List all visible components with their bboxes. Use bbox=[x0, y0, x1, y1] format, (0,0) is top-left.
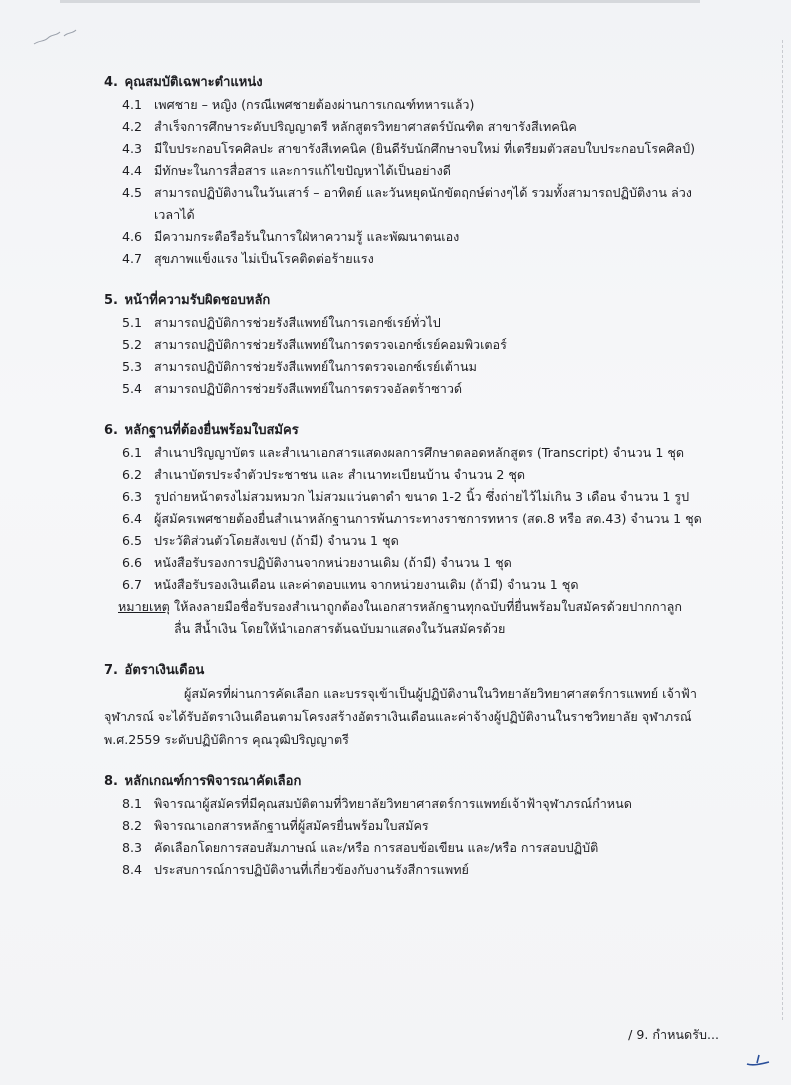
item-number: 4.5 bbox=[122, 185, 143, 200]
item-number: 6.7 bbox=[122, 577, 143, 592]
section-number: 6. bbox=[104, 423, 118, 438]
section-heading bbox=[104, 72, 744, 94]
item-text: หนังสือรับรองเงินเดือน และค่าตอบแทน จากหน่วยงานเดิม (ถ้ามี) จำนวน 1 ชุด bbox=[154, 577, 579, 592]
section-title: หลักเกณฑ์การพิจารณาคัดเลือก bbox=[124, 774, 302, 789]
section-responsibilities bbox=[104, 290, 744, 400]
item-number: 8.1 bbox=[122, 796, 143, 811]
section-selection-criteria bbox=[104, 771, 744, 881]
item-number: 8.2 bbox=[122, 818, 143, 833]
item-text: สามารถปฏิบัติการช่วยรังสีแพทย์ในการเอกซ์เรย์ทั่วไป bbox=[154, 315, 441, 330]
item-number: 5.2 bbox=[122, 337, 143, 352]
scan-top-strip bbox=[60, 0, 700, 3]
list-item bbox=[122, 552, 744, 574]
handwritten-scribble-icon bbox=[30, 22, 90, 52]
item-text: สำเร็จการศึกษาระดับปริญญาตรี หลักสูตรวิทยาศาสตร์บัณฑิต สาขารังสีเทคนิค bbox=[154, 119, 577, 134]
section-number: 7. bbox=[104, 663, 118, 678]
item-text: มีความกระตือรือร้นในการใฝ่หาความรู้ และพัฒนาตนเอง bbox=[154, 229, 460, 244]
item-text: รูปถ่ายหน้าตรงไม่สวมหมวก ไม่สวมแว่นตาดำ ขนาด 1-2 นิ้ว ซึ่งถ่ายไว้ไม่เกิน 3 เดือน จำนวน 1 รูป bbox=[154, 489, 690, 504]
section-heading bbox=[104, 660, 744, 682]
item-text: คัดเลือกโดยการสอบสัมภาษณ์ และ/หรือ การสอบข้อเขียน และ/หรือ การสอบปฏิบัติ bbox=[154, 840, 599, 855]
section-title: อัตราเงินเดือน bbox=[124, 663, 205, 678]
item-number: 4.6 bbox=[122, 229, 143, 244]
item-text: มีทักษะในการสื่อสาร และการแก้ไขปัญหาได้เป็นอย่างดี bbox=[154, 163, 451, 178]
list-item bbox=[122, 226, 744, 248]
item-text: ประวัติส่วนตัวโดยสังเขป (ถ้ามี) จำนวน 1 ชุด bbox=[154, 533, 399, 548]
section-heading bbox=[104, 290, 744, 312]
item-text: สุขภาพแข็งแรง ไม่เป็นโรคติดต่อร้ายแรง bbox=[154, 251, 374, 266]
item-number: 8.4 bbox=[122, 862, 143, 877]
item-number: 6.2 bbox=[122, 467, 143, 482]
list-item bbox=[122, 464, 744, 486]
item-text: ประสบการณ์การปฏิบัติงานที่เกี่ยวข้องกับงานรังสีการแพทย์ bbox=[154, 862, 469, 877]
section-title: หน้าที่ความรับผิดชอบหลัก bbox=[124, 293, 271, 308]
section-number: 4. bbox=[104, 75, 118, 90]
scan-mark-icon bbox=[745, 1053, 771, 1067]
list-item bbox=[122, 815, 744, 837]
item-number: 8.3 bbox=[122, 840, 143, 855]
item-text: พิจารณาผู้สมัครที่มีคุณสมบัติตามที่วิทยาลัยวิทยาศาสตร์การแพทย์เจ้าฟ้าจุฬาภรณ์กำหนด bbox=[154, 796, 632, 811]
item-number: 6.6 bbox=[122, 555, 143, 570]
list-item bbox=[122, 859, 744, 881]
section-required-documents bbox=[104, 420, 744, 640]
list-item bbox=[122, 378, 744, 400]
section-salary bbox=[104, 660, 744, 751]
item-number: 5.4 bbox=[122, 381, 143, 396]
section-title: คุณสมบัติเฉพาะตำแหน่ง bbox=[124, 75, 263, 90]
list-item bbox=[122, 138, 744, 160]
list-item bbox=[122, 530, 744, 552]
item-number: 6.3 bbox=[122, 489, 143, 504]
item-number: 4.4 bbox=[122, 163, 143, 178]
section-heading bbox=[104, 420, 744, 442]
item-number: 4.2 bbox=[122, 119, 143, 134]
list-item bbox=[122, 334, 744, 356]
list-item bbox=[122, 116, 744, 138]
section-title: หลักฐานที่ต้องยื่นพร้อมใบสมัคร bbox=[124, 423, 299, 438]
list-item bbox=[122, 793, 744, 815]
section-number: 8. bbox=[104, 774, 118, 789]
item-number: 4.1 bbox=[122, 97, 143, 112]
item-text: หนังสือรับรองการปฏิบัติงานจากหน่วยงานเดิม (ถ้ามี) จำนวน 1 ชุด bbox=[154, 555, 512, 570]
salary-paragraph: ผู้สมัครที่ผ่านการคัดเลือก และบรรจุเข้าเป็นผู้ปฏิบัติงานในวิทยาลัยวิทยาศาสตร์การแพทย์ เจ้าฟ้าจุฬาภรณ์ จะได้รับอัตราเงินเดือนตามโครงสร้างอัตราเงินเดือนและค่าจ้างผู้ปฏิบัติงานในราชวิทยาลัย จุฬาภรณ์ พ.ศ.2559 ระดับปฏิบัติการ คุณวุฒิปริญญาตรี bbox=[104, 686, 697, 747]
list-item bbox=[122, 94, 744, 116]
item-text: สำเนาปริญญาบัตร และสำเนาเอกสารแสดงผลการศึกษาตลอดหลักสูตร (Transcript) จำนวน 1 ชุด bbox=[154, 445, 685, 460]
list-item bbox=[122, 508, 744, 530]
item-text: สามารถปฏิบัติการช่วยรังสีแพทย์ในการตรวจเอกซ์เรย์เต้านม bbox=[154, 359, 477, 374]
list-item bbox=[122, 837, 744, 859]
list-item bbox=[122, 442, 744, 464]
item-number: 5.1 bbox=[122, 315, 143, 330]
remark-label: หมายเหตุ bbox=[118, 599, 170, 614]
remark-text: ให้ลงลายมือชื่อรับรองสำเนาถูกต้องในเอกสารหลักฐานทุกฉบับที่ยื่นพร้อมใบสมัครด้วยปากกาลูกลื่น สีน้ำเงิน โดยให้นำเอกสารต้นฉบับมาแสดงในวันสมัครด้วย bbox=[174, 599, 683, 636]
item-text: สำเนาบัตรประจำตัวประชาชน และ สำเนาทะเบียนบ้าน จำนวน 2 ชุด bbox=[154, 467, 526, 482]
list-item bbox=[122, 356, 744, 378]
page-continuation-footer: / 9. กำหนดรับ... bbox=[628, 1027, 719, 1042]
list-item bbox=[122, 248, 744, 270]
item-text: สามารถปฏิบัติงานในวันเสาร์ – อาทิตย์ และวันหยุดนักขัตฤกษ์ต่างๆได้ รวมทั้งสามารถปฏิบัติงาน ล่วงเวลาได้ bbox=[154, 185, 692, 222]
item-text: เพศชาย – หญิง (กรณีเพศชายต้องผ่านการเกณฑ์ทหารแล้ว) bbox=[154, 97, 475, 112]
item-text: สามารถปฏิบัติการช่วยรังสีแพทย์ในการตรวจเอกซ์เรย์คอมพิวเตอร์ bbox=[154, 337, 507, 352]
item-text: ผู้สมัครเพศชายต้องยื่นสำเนาหลักฐานการพ้นภาระทางราชการทหาร (สด.8 หรือ สด.43) จำนวน 1 ชุด bbox=[154, 511, 702, 526]
item-text: พิจารณาเอกสารหลักฐานที่ผู้สมัครยื่นพร้อมใบสมัคร bbox=[154, 818, 429, 833]
list-item bbox=[122, 486, 744, 508]
scan-edge bbox=[781, 40, 783, 1020]
list-item bbox=[122, 312, 744, 334]
document-body bbox=[104, 72, 744, 901]
section-heading bbox=[104, 771, 744, 793]
item-number: 6.5 bbox=[122, 533, 143, 548]
list-item bbox=[122, 182, 744, 226]
item-text: มีใบประกอบโรคศิลปะ สาขารังสีเทคนิค (ยินดีรับนักศึกษาจบใหม่ ที่เตรียมตัวสอบใบประกอบโรคศิลป์) bbox=[154, 141, 696, 156]
section-number: 5. bbox=[104, 293, 118, 308]
list-item bbox=[122, 160, 744, 182]
item-number: 6.4 bbox=[122, 511, 143, 526]
item-number: 6.1 bbox=[122, 445, 143, 460]
section-qualifications bbox=[104, 72, 744, 270]
item-number: 5.3 bbox=[122, 359, 143, 374]
item-number: 4.3 bbox=[122, 141, 143, 156]
item-number: 4.7 bbox=[122, 251, 143, 266]
list-item bbox=[122, 574, 744, 596]
item-text: สามารถปฏิบัติการช่วยรังสีแพทย์ในการตรวจอัลตร้าซาวด์ bbox=[154, 381, 463, 396]
remark bbox=[118, 596, 744, 640]
